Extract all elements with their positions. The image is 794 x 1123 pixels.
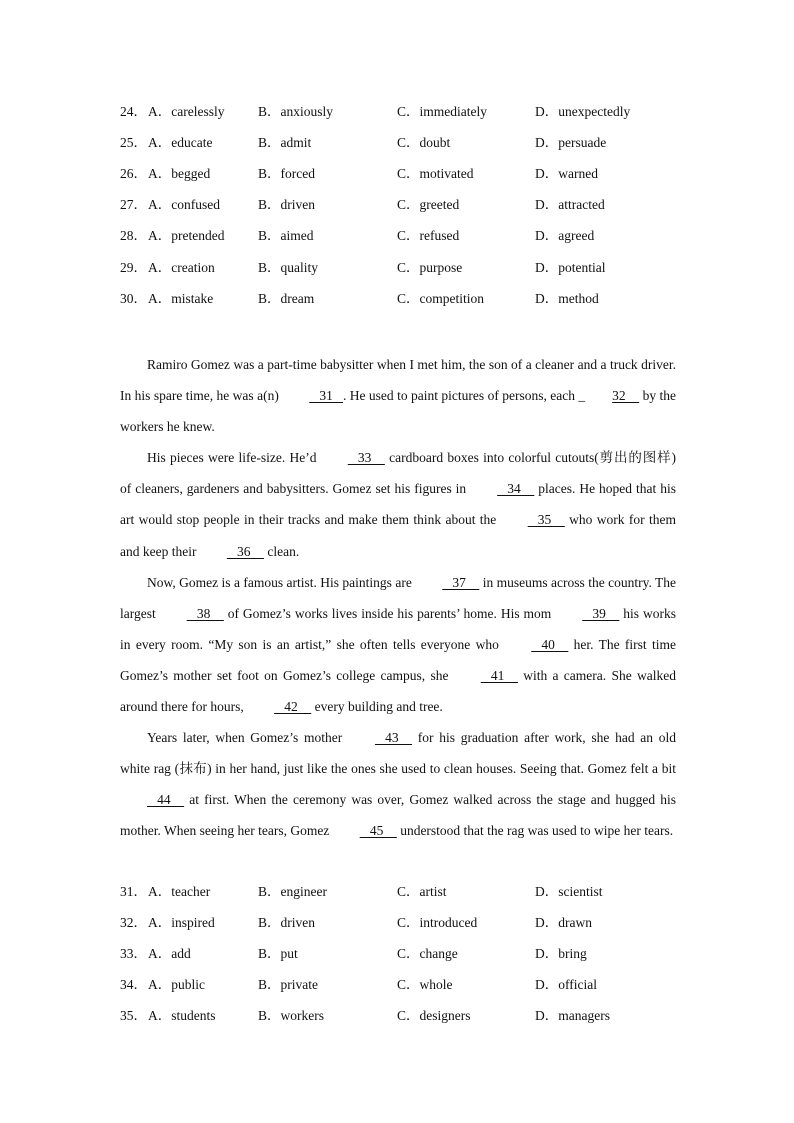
option-c: C．purpose [397,260,463,275]
blank-35: 35 [527,512,565,528]
passage-text: clean. [263,543,300,559]
option-a: A．pretended [148,228,225,243]
option-a: A．add [148,946,191,961]
question-number: 33． [120,946,147,961]
option-a: A．inspired [148,915,215,930]
option-b: B．quality [258,260,318,275]
question-number: 30． [120,291,147,306]
blank-34: 34 [497,481,535,497]
question-row [120,882,680,902]
question-row [120,258,680,278]
passage-text: Ramiro Gomez was a part-time babysitter when I met him, the son of a cleaner and a truck driver. In his spare time, he was a(n) [120,357,676,404]
passage-text: Now, Gomez is a famous artist. His paintings are [147,574,416,590]
passage-text: places. He hoped that his art would stop people in their tracks and make them think about the [120,481,676,528]
question-number: 29． [120,260,147,275]
option-c: C．competition [397,291,484,306]
option-c: C．artist [397,884,447,899]
paragraph-2 [120,442,676,566]
option-c: C．introduced [397,915,478,930]
blank-31: 31 [309,388,343,404]
blank-32: 32 [612,388,640,404]
option-d: D．drawn [535,915,592,930]
option-d: D．potential [535,260,606,275]
question-row [120,913,680,933]
passage-text: understood that the rag was used to wipe her tears. [396,823,674,839]
option-d: D．persuade [535,135,607,150]
option-c: C．motivated [397,166,474,181]
option-b: B．forced [258,166,315,181]
passage-text: cardboard boxes into colorful cutouts(剪出的图样) of cleaners, gardeners and babysitters. Gomez set his figures in [120,450,676,497]
blank-37: 37 [442,574,480,590]
question-number: 35． [120,1008,147,1023]
blank-33: 33 [347,450,385,466]
option-b: B．driven [258,915,315,930]
passage-text: who work for them and keep their [120,512,676,559]
paragraph-1 [120,349,676,442]
blank-45: 45 [359,823,397,839]
question-row [120,164,680,184]
question-row [120,195,680,215]
option-a: A．public [148,977,205,992]
passage-text: with a camera. She walked around there for hours, [120,667,676,715]
option-c: C．change [397,946,458,961]
question-row [120,289,680,309]
question-row [120,975,680,995]
cloze-passage [120,349,676,847]
question-number: 31． [120,884,147,899]
option-d: D．warned [535,166,598,181]
question-number: 28． [120,228,147,243]
blank-36: 36 [226,543,264,559]
passage-text: by the workers he knew. [120,388,676,435]
paragraph-3 [120,567,676,722]
option-c: C．doubt [397,135,451,150]
option-a: A．confused [148,197,220,212]
option-b: B．admit [258,135,312,150]
option-a: A．mistake [148,291,214,306]
passage-text: Years later, when Gomez’s mother [147,730,348,746]
question-row [120,102,680,122]
question-number: 27． [120,197,147,212]
option-d: D．agreed [535,228,595,243]
blank-42: 42 [274,699,312,715]
option-c: C．immediately [397,104,487,119]
passage-text: of Gomez’s works lives inside his parents’ home. His mom [223,605,556,621]
option-b: B．workers [258,1008,324,1023]
passage-text: her. The first time Gomez’s mother set foot on Gomez’s college campus, she [120,636,676,683]
passage-text: . He used to paint pictures of persons, each _ [342,388,586,404]
option-b: B．anxiously [258,104,334,119]
option-a: A．educate [148,135,213,150]
option-c: C．greeted [397,197,460,212]
blank-43: 43 [374,730,413,746]
question-row [120,133,680,153]
option-a: A．students [148,1008,216,1023]
blank-40: 40 [531,636,569,652]
option-a: A．begged [148,166,211,181]
blank-44: 44 [147,792,185,808]
blank-39: 39 [582,605,620,621]
blank-38: 38 [186,605,224,621]
option-a: A．teacher [148,884,211,899]
question-row [120,944,680,964]
passage-text: for his graduation after work, she had an old white rag (抹布) in her hand, just like the ones she used to clean houses. Seeing that. Gomez felt a bit [120,730,676,777]
passage-text: at first. When the ceremony was over, Gomez walked across the stage and hugged his mother. When seeing her tears, Gomez [120,792,676,839]
option-d: D．bring [535,946,587,961]
option-b: B．aimed [258,228,314,243]
question-number: 34． [120,977,147,992]
option-b: B．engineer [258,884,327,899]
question-row [120,1006,680,1026]
option-b: B．driven [258,197,315,212]
question-number: 32． [120,915,147,930]
paragraph-4 [120,722,676,846]
option-c: C．refused [397,228,460,243]
question-number: 24． [120,104,147,119]
option-d: D．method [535,291,599,306]
option-d: D．official [535,977,597,992]
question-number: 26． [120,166,147,181]
passage-text: His pieces were life-size. He’d [147,450,321,466]
option-c: C．whole [397,977,453,992]
option-d: D．managers [535,1008,610,1023]
option-b: B．dream [258,291,315,306]
option-b: B．put [258,946,298,961]
passage-text: his works in every room. “My son is an artist,” she often tells everyone who [120,605,676,652]
blank-41: 41 [480,667,518,683]
option-c: C．designers [397,1008,471,1023]
question-number: 25． [120,135,147,150]
question-row [120,226,680,246]
option-b: B．private [258,977,318,992]
option-a: A．creation [148,260,215,275]
option-d: D．scientist [535,884,603,899]
option-d: D．unexpectedly [535,104,631,119]
passage-text: every building and tree. [311,699,443,715]
passage-text: in museums across the country. The largest [120,574,676,621]
option-d: D．attracted [535,197,605,212]
option-a: A．carelessly [148,104,225,119]
